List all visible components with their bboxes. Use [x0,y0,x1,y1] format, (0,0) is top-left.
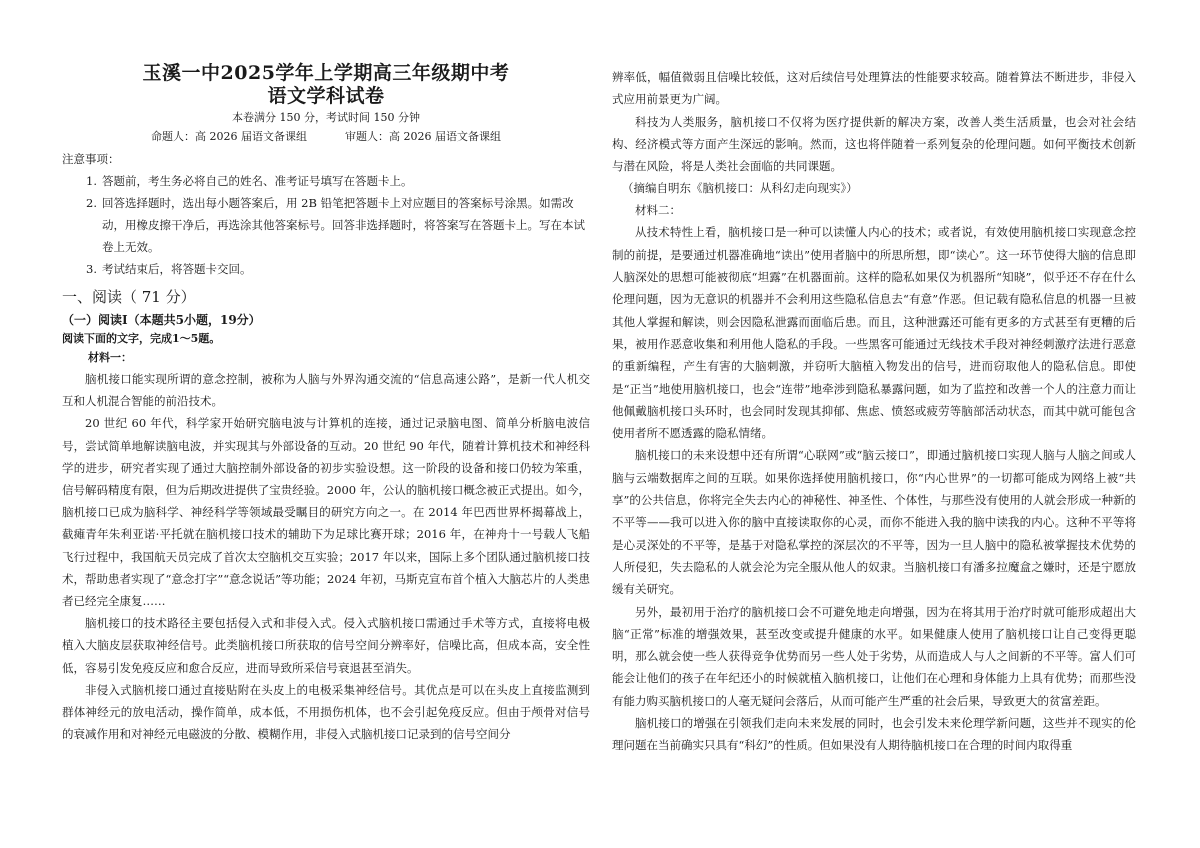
paragraph: 科技为人类服务，脑机接口不仅将为医疗提供新的解决方案，改善人类生活质量，也会对社会结构、经济模式等方面产生深远的影响。然而，这也将伴随着一系列复杂的伦理问题。如何平衡技术创新与潜在风险，将是人类社会面临的共同课题。 [612,114,1136,174]
left-column [62,62,590,745]
notice-text: 答题前，考生务必将自己的姓名、准考证号填写在答题卡上。 [102,174,413,188]
exam-title: 玉溪一中2025学年上学期高三年级期中考 [142,62,510,84]
paragraph: 从技术特性上看，脑机接口是一种可以读懂人内心的技术；或者说，有效使用脑机接口实现意念控制的前提，是要通过机器准确地“读出”使用者脑中的所思所想，即“读心”。这一环节使得大脑的信息即人脑深处的思想可能被彻底“坦露”在机器面前。这样的隐私如果仅为机器所“知晓”，似乎还不存在什么伦理问题，因为无意识的机器并不会利用这些隐私信息去“有意”作恶。但记载有隐私信息的机器一旦被其他人掌握和解读，则会因隐私泄露而面临后患。而且，这种泄露还可能有更多的方式甚至有更糟的后果，被用作恶意收集和利用他人隐私的手段。一些黑客可能通过无线技术手段对神经刺激疗法进行恶意的重新编程，产生有害的大脑刺激，并窃听大脑植入物发出的信号，进而窃取他人的隐私信息。即使是“正当”地使用脑机接口，也会“连带”地牵涉到隐私暴露问题，如为了监控和改善一个人的注意力而让他佩戴脑机接口头环时，也会同时发现其抑郁、焦虑、愤怒或疲劳等脑部活动状态，而其中就可能包含使用者所不愿透露的隐私情绪。 [612,225,1136,441]
notice-text: 考试结束后，将答题卡交回。 [102,262,252,276]
source-note: （摘编自明东《脑机接口：从科幻走向现实》） [622,181,858,196]
material-two-heading: 材料二： [635,203,681,218]
reviewer-label: 审题人：高 2026 届语文备课组 [345,130,501,143]
right-column [612,66,1136,757]
paragraph: 脑机接口的未来设想中还有所谓“心联网”或“脑云接口”，即通过脑机接口实现人脑与人脑之间或人脑与云端数据库之间的互联。如果你选择使用脑机接口，你“内心世界”的一切都可能成为网络上被“共享”的公共信息，你将完全失去内心的神秘性、神圣性、个体性，与那些没有使用的人就会形成一种新的不平等——我可以进入你的脑中直接读取你的心灵，而你不能进入我的脑中读我的内心。这种不平等将是心灵深处的不平等，是基于对隐私掌控的深层次的不平等，因为一旦人脑中的隐私被掌握技术优势的人所侵犯，失去隐私的人就会沦为完全服从他人的奴隶。当脑机接口有潘多拉魔盒之嫌时，还是宁愿放缓有关研究。 [612,448,1136,597]
author-label: 命题人：高 2026 届语文备课组 [151,130,307,143]
material-one-heading: 材料一： [88,351,132,364]
notice-item [62,258,590,280]
notice-list [62,170,590,280]
notice-number: 2. [86,196,97,210]
paragraph: 非侵入式脑机接口通过直接贴附在头皮上的电极采集神经信号。其优点是可以在头皮上直接监测到群体神经元的放电活动，操作简单，成本低，不用损伤机体，也不会引起免疫反应。但由于颅骨对信号的衰减作用和对神经元电磁波的分散、模糊作用，非侵入式脑机接口记录到的信号空间分 [62,682,590,742]
paragraph: 脑机接口的增强在引领我们走向未来发展的同时，也会引发未来伦理学新问题，这些并不现实的伦理问题在当前确实只具有“科幻”的性质。但如果没有人期待脑机接口在合理的时间内取得重 [612,716,1136,753]
section-heading: 一、阅读（ 71 分） [62,288,196,306]
notice-number: 1. [86,174,97,188]
notice-text: 回答选择题时，选出每小题答案后，用 2B 铅笔把答题卡上对应题目的答案标号涂黑。如需改动，用橡皮擦干净后，再选涂其他答案标号。回答非选择题时，将答案写在答题卡上。写在本试卷上无效。 [102,196,585,254]
paragraph: 另外，最初用于治疗的脑机接口会不可避免地走向增强，因为在将其用于治疗时就可能形成超出大脑“正常”标准的增强效果，甚至改变或提升健康的水平。如果健康人使用了脑机接口让自己变得更聪明，那么就会使一些人获得竞争优势而另一些人处于劣势，从而造成人与人之间新的不平等。富人们可能会让他们的孩子在年纪还小的时候就植入脑机接口，让他们在心理和身体能力上具有优势；而那些没有能力购买脑机接口的人毫无疑问会落后，从而可能产生严重的社会后果，导致更大的贫富差距。 [612,604,1136,708]
score-time-info: 本卷满分 150 分，考试时间 150 分钟 [232,111,420,124]
paragraph: 脑机接口的技术路径主要包括侵入式和非侵入式。侵入式脑机接口需通过手术等方式，直接将电极植入大脑皮层获取神经信号。此类脑机接口所获取的信号空间分辨率好，信噪比高，但成本高，安全性低，容易引发免疫反应和愈合反应，进而导致所采信号衰退甚至消失。 [62,616,590,675]
notice-heading: 注意事项： [62,152,120,166]
author-info [62,127,590,146]
paragraph-continued: 辨率低，幅值微弱且信噪比较低，这对后续信号处理算法的性能要求较高。随着算法不断进步，非侵入式应用前景更为广阔。 [612,70,1136,107]
paragraph: 脑机接口能实现所谓的意念控制，被称为人脑与外界沟通交流的“信息高速公路”，是新一代人机交互和人机混合智能的前沿技术。 [62,372,590,409]
reading-subheading: （一）阅读Ⅰ（本题共5小题，19分） [62,313,261,327]
notice-item [62,192,590,258]
notice-item [62,170,590,192]
paragraph: 20 世纪 60 年代，科学家开始研究脑电波与计算机的连接，通过记录脑电图、简单分析脑电波信号，尝试简单地解读脑电波，并实现其与外部设备的互动。20 世纪 90 年代，随着计算机技术和神经科学的进步，研究者实现了通过大脑控制外部设备的初步实验设想。这一阶段的设备和接口仍较为笨重，信号解码精度有限，但为后期改进提供了宝贵经验。2000 年，公认的脑机接口概念被正式提出。如今，脑机接口已成为脑科学、神经科学等领域最受瞩目的研究方向之一。在 2014 年巴西世界杯揭幕战上，截瘫青年朱利亚诺·平托就在脑机接口技术的辅助下为足球比赛开球；2016 年，在神舟十一号载人飞船飞行过程中，我国航天员完成了首次太空脑机交互实验；2017 年以来，国际上多个团队通过脑机接口技术，帮助患者实现了“意念打字”“意念说话”等功能；2024 年初，马斯克宣布首个植入大脑芯片的人类患者已经完全康复…… [62,416,590,609]
reading-instruction: 阅读下面的文字，完成1～5题。 [62,332,221,345]
notice-number: 3. [86,262,97,276]
exam-subject-title: 语文学科试卷 [267,85,385,107]
